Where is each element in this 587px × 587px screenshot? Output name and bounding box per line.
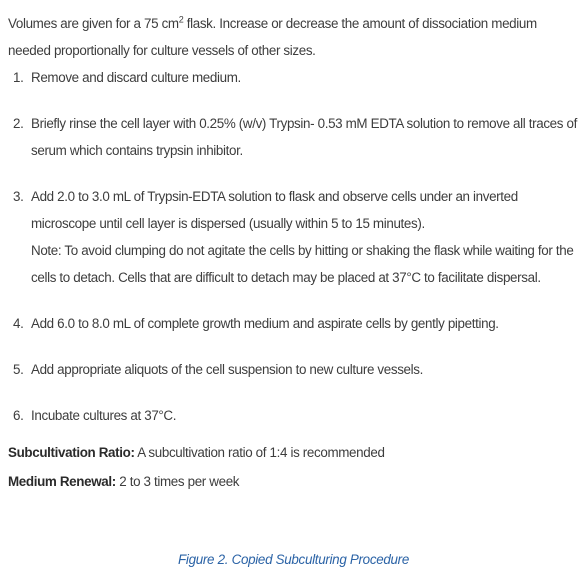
step-1 bbox=[8, 64, 580, 91]
step-note: Note: To avoid clumping do not agitate the cells by hitting or shaking the flask while waiting for the cells to detach. Cells that are difficult to detach may be placed at 37°C to facilitate dispersal. bbox=[31, 243, 574, 285]
medium-renewal-value: 2 to 3 times per week bbox=[115, 474, 240, 489]
step-2 bbox=[8, 110, 580, 164]
subcultivation-ratio bbox=[8, 438, 580, 467]
procedure-steps bbox=[8, 64, 580, 429]
medium-renewal bbox=[8, 467, 580, 496]
intro-paragraph bbox=[8, 10, 580, 64]
culture-specs bbox=[8, 438, 580, 496]
step-4 bbox=[8, 310, 580, 337]
step-number: 5. bbox=[13, 362, 24, 377]
figure-caption: Figure 2. Copied Subculturing Procedure bbox=[178, 552, 409, 567]
step-text: Remove and discard culture medium. bbox=[31, 70, 241, 85]
intro-text-end: flask. Increase or decrease the amount of dissociation medium needed proportionally for culture vessels of other sizes. bbox=[8, 16, 537, 58]
step-number: 2. bbox=[13, 116, 24, 131]
step-number: 4. bbox=[13, 316, 24, 331]
step-text: Incubate cultures at 37°C. bbox=[31, 408, 177, 423]
step-text: Add appropriate aliquots of the cell suspension to new culture vessels. bbox=[31, 362, 423, 377]
step-3 bbox=[8, 183, 580, 291]
subcultivation-value: A subcultivation ratio of 1:4 is recommended bbox=[134, 445, 385, 460]
step-6 bbox=[8, 402, 580, 429]
step-number: 6. bbox=[13, 408, 24, 423]
subcultivation-label: Subcultivation Ratio: bbox=[8, 445, 135, 460]
step-text: Briefly rinse the cell layer with 0.25% (w/v) Trypsin- 0.53 mM EDTA solution to remove all traces of serum which contains trypsin inhibitor. bbox=[31, 116, 577, 158]
step-number: 3. bbox=[13, 189, 24, 204]
step-text: Add 6.0 to 8.0 mL of complete growth medium and aspirate cells by gently pipetting. bbox=[31, 316, 499, 331]
intro-text-start: Volumes are given for a 75 cm bbox=[8, 16, 179, 31]
procedure-document bbox=[8, 10, 580, 496]
intro-superscript: 2 bbox=[178, 14, 184, 25]
step-number: 1. bbox=[13, 70, 24, 85]
step-text: Add 2.0 to 3.0 mL of Trypsin-EDTA solution to flask and observe cells under an inverted microscope until cell layer is dispersed (usually within 5 to 15 minutes). bbox=[31, 189, 518, 231]
step-5 bbox=[8, 356, 580, 383]
medium-renewal-label: Medium Renewal: bbox=[8, 474, 116, 489]
